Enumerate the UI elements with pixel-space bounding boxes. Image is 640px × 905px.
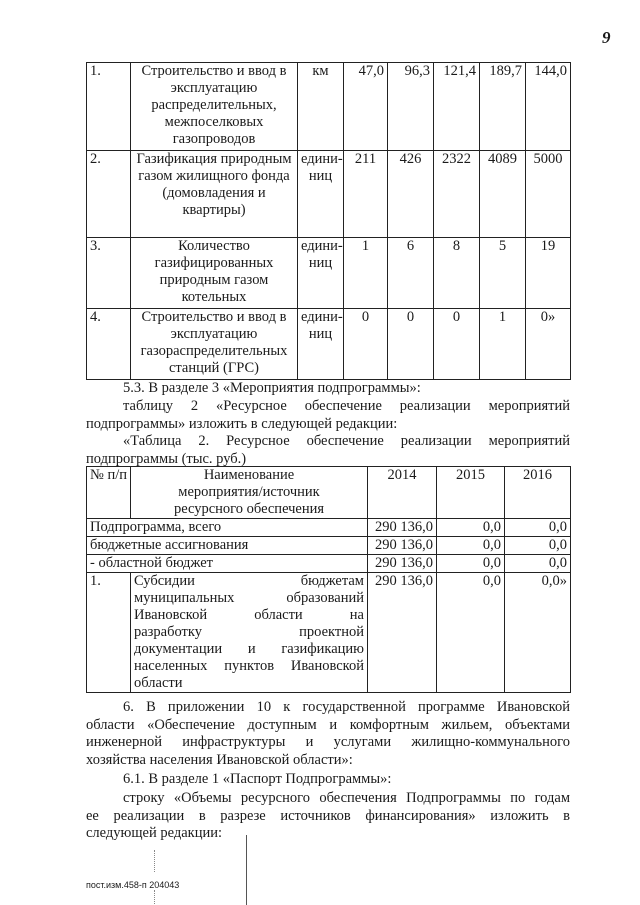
row-number: 2. bbox=[87, 151, 131, 238]
value-cell: 0» bbox=[526, 309, 571, 380]
value-cell: 0 bbox=[434, 309, 480, 380]
table-row bbox=[87, 555, 571, 573]
table-header-row bbox=[87, 467, 571, 519]
item-description bbox=[131, 573, 368, 693]
header-line: мероприятия/источник bbox=[178, 484, 320, 500]
value-cell: 121,4 bbox=[434, 63, 480, 151]
row-label: Подпрограмма, всего bbox=[87, 519, 368, 537]
text-line: инженерной инфраструктуры и услугами жилищно-коммунального bbox=[86, 734, 570, 750]
row-number: 1. bbox=[87, 63, 131, 151]
paragraph-5-3: 5.3. В разделе 3 «Мероприятия подпрограммы»: bbox=[123, 380, 421, 396]
value-cell: 96,3 bbox=[388, 63, 434, 151]
text-line: подпрограммы (тыс. руб.) bbox=[86, 450, 247, 467]
header-year: 2015 bbox=[437, 467, 505, 519]
table-row bbox=[87, 151, 571, 238]
unit-line: едини- bbox=[301, 151, 343, 167]
unit-line: ниц bbox=[308, 168, 333, 184]
value-cell: 189,7 bbox=[480, 63, 526, 151]
header-year: 2014 bbox=[368, 467, 437, 519]
text-line: 6. В приложении 10 к государственной программе Ивановской bbox=[123, 699, 570, 715]
value-cell: 19 bbox=[526, 238, 571, 309]
table-row bbox=[87, 519, 571, 537]
text-line: Субсидии бюджетам bbox=[134, 573, 364, 589]
indicator-name: Количество газифицированных природным газом котельных bbox=[131, 238, 298, 309]
value-cell: 5 bbox=[480, 238, 526, 309]
paragraph-6-1-line bbox=[86, 790, 570, 843]
unit-cell: км bbox=[298, 63, 344, 151]
row-number: 1. bbox=[87, 573, 131, 693]
paragraph-5-3-table2 bbox=[86, 398, 570, 433]
indicator-name: Строительство и ввод в эксплуатацию газораспределительных станций (ГРС) bbox=[131, 309, 298, 380]
text-line: следующей редакции: bbox=[86, 825, 223, 841]
text-line: документации и газификацию bbox=[134, 641, 364, 657]
text-line: муниципальных образований bbox=[134, 590, 364, 606]
value-cell: 211 bbox=[344, 151, 388, 238]
value-cell: 2322 bbox=[434, 151, 480, 238]
value-cell: 290 136,0 bbox=[368, 519, 437, 537]
text-line: области bbox=[134, 675, 183, 691]
unit-line: ниц bbox=[308, 326, 333, 342]
paragraph-6 bbox=[86, 699, 570, 769]
value-cell: 0,0 bbox=[437, 573, 505, 693]
value-cell: 0,0» bbox=[505, 573, 571, 693]
page-number: 9 bbox=[602, 28, 611, 47]
value-cell: 290 136,0 bbox=[368, 555, 437, 573]
text-line: таблицу 2 «Ресурсное обеспечение реализации мероприятий bbox=[123, 398, 570, 414]
unit-line: едини- bbox=[301, 238, 343, 254]
value-cell: 8 bbox=[434, 238, 480, 309]
text-line: разработку проектной bbox=[134, 624, 364, 640]
value-cell: 1 bbox=[344, 238, 388, 309]
text-line: населенных пунктов Ивановской bbox=[134, 658, 364, 674]
value-cell: 5000 bbox=[526, 151, 571, 238]
unit-cell bbox=[298, 309, 344, 380]
header-name bbox=[131, 467, 368, 519]
scan-mark bbox=[154, 890, 156, 904]
value-cell: 1 bbox=[480, 309, 526, 380]
text-line: строку «Объемы ресурсного обеспечения Подпрограммы по годам bbox=[123, 790, 570, 806]
row-number: 4. bbox=[87, 309, 131, 380]
header-num: № п/п bbox=[87, 467, 131, 519]
value-cell: 290 136,0 bbox=[368, 573, 437, 693]
value-cell: 0 bbox=[388, 309, 434, 380]
table-row bbox=[87, 573, 571, 693]
unit-line: едини- bbox=[301, 309, 343, 325]
table-row bbox=[87, 537, 571, 555]
value-cell: 144,0 bbox=[526, 63, 571, 151]
value-cell: 6 bbox=[388, 238, 434, 309]
value-cell: 290 136,0 bbox=[368, 537, 437, 555]
text-line: ее реализации в разрезе источников финансирования» изложить в bbox=[86, 807, 570, 824]
table-row bbox=[87, 238, 571, 309]
value-cell: 0,0 bbox=[505, 537, 571, 555]
row-label: - областной бюджет bbox=[87, 555, 368, 573]
unit-cell bbox=[298, 238, 344, 309]
table-edge-line bbox=[246, 835, 247, 905]
indicator-name: Строительство и ввод в эксплуатацию распределительных, межпоселковых газопроводов bbox=[131, 63, 298, 151]
value-cell: 0,0 bbox=[437, 555, 505, 573]
scan-mark bbox=[154, 850, 156, 872]
paragraph-6-1: 6.1. В разделе 1 «Паспорт Подпрограммы»: bbox=[123, 771, 392, 787]
unit-cell bbox=[298, 151, 344, 238]
text-line: Ивановской области на bbox=[134, 607, 364, 623]
table-row bbox=[87, 63, 571, 151]
text-line: хозяйства населения Ивановской области»: bbox=[86, 751, 353, 768]
resource-table bbox=[86, 466, 571, 693]
indicators-table bbox=[86, 62, 571, 380]
value-cell: 0,0 bbox=[505, 519, 571, 537]
row-number: 3. bbox=[87, 238, 131, 309]
text-line: «Таблица 2. Ресурсное обеспечение реализации мероприятий bbox=[123, 433, 570, 449]
value-cell: 0,0 bbox=[437, 519, 505, 537]
value-cell: 0 bbox=[344, 309, 388, 380]
indicator-name: Газификация природным газом жилищного фонда (домовладения и квартиры) bbox=[131, 151, 298, 238]
value-cell: 426 bbox=[388, 151, 434, 238]
header-line: ресурсного обеспечения bbox=[173, 501, 325, 517]
value-cell: 0,0 bbox=[437, 537, 505, 555]
table-row bbox=[87, 309, 571, 380]
value-cell: 4089 bbox=[480, 151, 526, 238]
unit-line: ниц bbox=[308, 255, 333, 271]
row-label: бюджетные ассигнования bbox=[87, 537, 368, 555]
header-year: 2016 bbox=[505, 467, 571, 519]
text-line: области «Обеспечение доступным и комфортным жильем, объектами bbox=[86, 716, 570, 733]
header-line: Наименование bbox=[203, 467, 295, 483]
value-cell: 47,0 bbox=[344, 63, 388, 151]
text-line: подпрограммы» изложить в следующей редакции: bbox=[86, 415, 398, 432]
table2-caption bbox=[86, 433, 570, 468]
document-stamp: пост.изм.458-п 204043 bbox=[86, 880, 180, 890]
value-cell: 0,0 bbox=[505, 555, 571, 573]
